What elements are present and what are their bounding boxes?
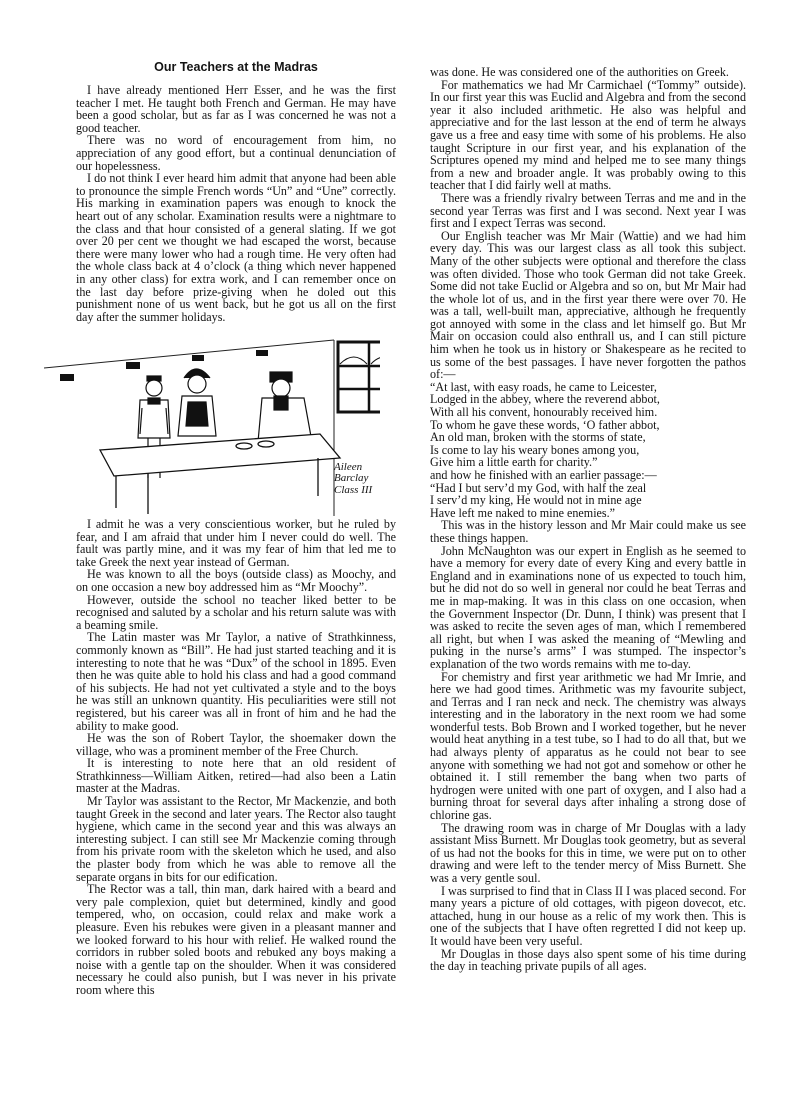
caption-line: Barclay [334,472,369,485]
paragraph: Mr Douglas in those days also spent some of his time during the day in teaching private pupils of all ages. [430,946,746,974]
caption-line: Class III [334,483,373,496]
window [338,342,380,412]
paragraph: It is interesting to note here that an old resident of Strathkinness—William Aitken, retired—had also been a Latin master at the Madras. [76,756,396,796]
illustration-caption [334,462,398,496]
paragraph: was done. He was considered one of the authorities on Greek. [430,65,729,79]
pupil-figure [178,369,216,436]
classroom-illustration [44,338,380,516]
caption-line: Aileen [334,461,363,473]
left-column [76,84,396,323]
wall-line [44,340,334,368]
paragraph: John McNaughton was our expert in English as he seemed to have a memory for every date of every King and every battle in England and in examinations none of us expected to touch him, but he did not do so well in general nor could he beat Terras and me in map-making. It was in this class on one occasion, when the Government Inspector (Dr. Dunn, I think) was present that I was asked to recite the seven ages of man, which I remembered all right, but when I was asked the meaning of “Mewling and puking in the nurse’s arms” I was stumped. The inspector’s explanation of the two words remains with me to-day. [430,543,746,671]
paragraph: I was surprised to find that in Class II I was placed second. For many years a picture of old cottages, with pigeon dovecot, etc. attached, hung in our house as a relic of my work then. This is one of the subjects that I have often regretted I did not keep up. It would have been very useful. [430,883,746,948]
paragraph: This was in the history lesson and Mr Mair could make us see these things happen. [430,518,746,545]
paragraph: However, outside the school no teacher liked better to be recognised and saluted by a scholar and his return salute was with a beaming smile. [76,592,396,632]
verse-line: To whom he gave these words, ‘O father abbot, [430,417,660,432]
verse-line: “Had I but serv’d my God, with half the zeal [430,480,647,495]
verse-line: Lodged in the abbey, where the reverend abbot, [430,392,660,407]
pupil-figure [258,372,312,442]
verse-line: Give him a little earth for charity.” [430,455,598,470]
paragraph: He was known to all the boys (outside class) as Moochy, and on one occasion a new boy addressed him as “Mr Moochy”. [76,567,396,594]
wall-plaque [256,350,268,356]
paragraph: He was the son of Robert Taylor, the shoemaker down the village, who was a prominent member of the Free Church. [76,731,396,758]
page-title: Our Teachers at the Madras [154,60,318,74]
paragraph: For chemistry and first year arithmetic we had Mr Imrie, and here we had good times. Arithmetic was my favourite subject, and Terras and I ran neck and neck. The chemistry was always interesting and in the laboratory in the next room we had some wonderful tests. Bob Brown and I worked together, but he never would heat anything in a test tube, so I had to do all that, but we had always plenty of apparatus as he could not bear to see anyone with something we had not got and somehow or other he obtained it. I still remember the bang when two parts of hydrogen were united with one part of oxygen, and I also had a burning throat for several days after inhaling a strong dose of chlorine gas. [430,669,746,823]
paragraph: For mathematics we had Mr Carmichael (“Tommy” outside). In our first year this was Euclid and Algebra and from the second year it also included arithmetic. He also was helpful and appreciative and for the last lesson at the end of term he always gave us a free and easy time with some of his problems. He also taught Scripture in our first year, and his explanation of the Scriptures opened my mind and helped me to see many things from a new and broader angle. It was probably owing to this teacher that I did fairly well at maths. [430,77,746,193]
verse-line: Have left me naked to mine enemies.” [430,505,616,520]
verse-line: With all his convent, honourably received him. [430,405,658,420]
left-column-lower [76,518,396,997]
verse-line: I serv’d my king, He would not in mine age [430,493,642,508]
paragraph: Our English teacher was Mr Mair (Wattie) and we had him every day. This was our largest class as all took this subject. Many of the other subjects were optional and therefore the class was often divided. Those who took German did not take Greek. Some did not take Euclid or Algebra and so on, but Mr Mair had the whole lot of us, and in the first year there were over 70. He was a tall, well-built man, appreciative, although he frequently got annoyed with some in the class and let himself go. But Mr Mair on occasion could also enthrall us, and I can still picture him when he took us in history or Shakespeare as he recited to us some of the best passages. I have never forgotten the pathos of:— [430,228,746,382]
paragraph: There was a friendly rivalry between Terras and me and in the second year Terras was first and I was second. Next year I was first and I expect Terras was second. [430,190,746,231]
paragraph: I admit he was a very conscientious worker, but he ruled by fear, and I am afraid that under him I never could do well. The fault was partly mine, and it was my fear of him that led me to take Greek the next year instead of German. [76,517,396,569]
verse-quotation [430,381,746,520]
wall-plaque [126,362,140,369]
verse-line: An old man, broken with the storms of state, [430,430,646,445]
paragraph: I have already mentioned Herr Esser, and he was the first teacher I met. He taught both French and German. He may have been a good scholar, but as far as I was concerned he was not a good teacher. [76,83,396,135]
right-column [430,66,746,973]
paragraph: The Rector was a tall, thin man, dark haired with a beard and very pale complexion, quiet but determined, kindly and good tempered, who, on occasion, could relax and make work a pleasure. Even his rebukes were given in a pleasant manner and we looked forward to his hour with relief. He walked round the corridors in rubber soled boots and rebuked any boys making a noise with a gentle tap on the shoulder. When it was considered necessary he could also punish, but I was never in his private room where this [76,882,396,997]
verse-line: Is come to lay his weary bones among you, [430,442,640,457]
paragraph: The drawing room was in charge of Mr Douglas with a lady assistant Miss Burnett. Mr Douglas took geometry, but as several of us had not the books for this in time, we were put on to other drawing and were left to the tender mercy of Miss Burnett. She was a very gentle soul. [430,820,746,885]
wall-plaque [60,374,74,381]
paragraph: The Latin master was Mr Taylor, a native of Strathkinness, commonly known as “Bill”. He had just started teaching and it is interesting to note that he was “Dux” of the school in 1895. Even then he was quite able to hold his class and had a good command of his subjects. He had not yet cultivated a style and to the boys he was still an unknown quantity. His peculiarities were still not registered, but his career was all in front of him and he had the ability to make good. [76,630,396,733]
wall-plaque [192,355,204,361]
paragraph: I do not think I ever heard him admit that anyone had been able to pronounce the simple French words “Un” and “Une” correctly. His marking in examination papers was enough to knock the heart out of any scholar. Examination results were a nightmare to the class and that hour consisted of a general slating. If we got over 20 per cent we thought we had escaped the worst, because there were many lower who had a rough time. He very often had the whole class back at 4 o’clock (a thing which never happened in any other class) for extra work, and I can remember once on the last day before prize-giving when he doled out this punishment none of us went back, but he got us all on the first day after the summer holidays. [76,171,396,324]
paragraph: Mr Taylor was assistant to the Rector, Mr Mackenzie, and both taught Greek in the second and later years. The Rector also taught hygiene, which came in the second year and this was always an interesting subject. I can still see Mr Mackenzie coming through from his private room with the skeleton which he used, and also the plaster body from which he was able to remove all the separate organs in bits for our edification. [76,794,396,884]
paragraph: There was no word of encouragement from him, no appreciation of any good effort, but a continual denunciation of our hopelessness. [76,133,396,173]
verse-line: and how he finished with an earlier passage:— [430,468,657,482]
classroom-table [100,434,340,514]
verse-line: “At last, with easy roads, he came to Leicester, [430,379,657,394]
